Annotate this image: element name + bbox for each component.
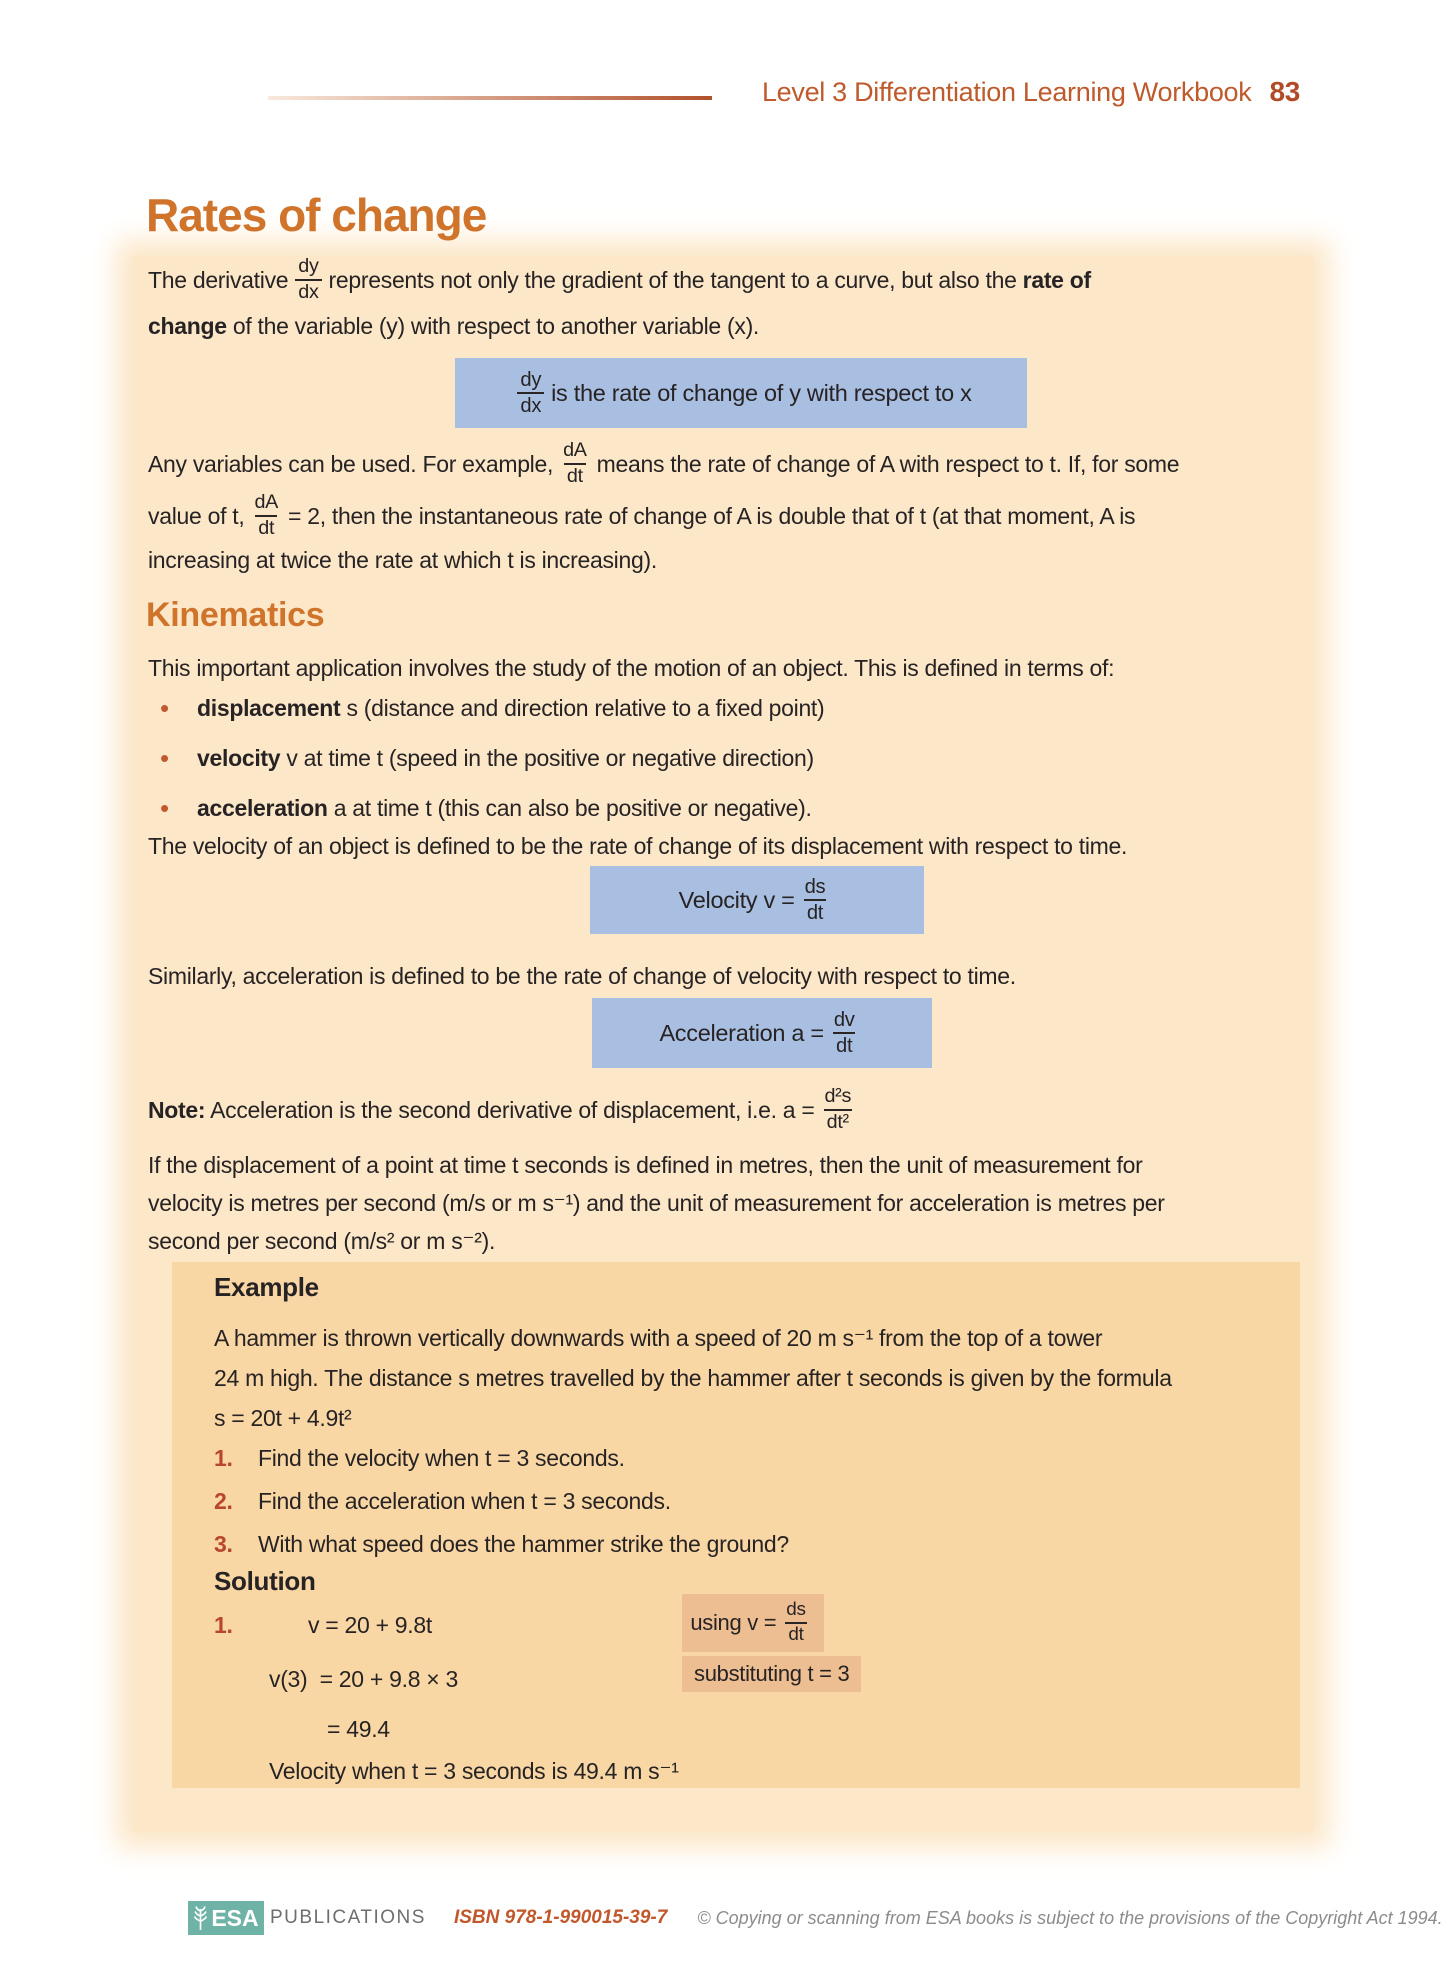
bullet-list (148, 690, 824, 840)
using-annotation-box (682, 1594, 824, 1652)
page-footer (188, 1900, 1443, 1936)
intro-text: of the variable (y) with respect to another variable (x). (226, 312, 760, 339)
question-number: 3. (214, 1530, 233, 1557)
question-item (214, 1442, 625, 1474)
paragraph-text: If the displacement of a point at time t seconds is defined in metres, then the unit of measurement for (148, 1151, 1143, 1178)
paragraph-text: This important application involves the study of the motion of an object. This is defined in terms of: (148, 654, 1115, 681)
page-header (762, 76, 1300, 108)
page-title: Rates of change (146, 189, 487, 241)
intro-text: The derivative (148, 266, 289, 293)
isbn-label: ISBN 978-1-990015-39-7 (453, 1907, 668, 1928)
esa-logo-text: ESA (211, 1904, 259, 1931)
solution-heading: Solution (214, 1566, 316, 1596)
solution-expression: v(3) = 20 + 9.8 × 3 (269, 1665, 458, 1692)
fraction-dy-dx: $\frac{dy}{dx}$ (295, 257, 321, 303)
units-paragraph (148, 1146, 1165, 1260)
kinematics-intro (148, 650, 1114, 686)
formula-box-text: is the rate of change of y with respect to x (551, 379, 972, 406)
paragraph-text: 24 m high. The distance s metres travelled by the hammer after t seconds is given by the formula (214, 1364, 1172, 1391)
paragraph-text: increasing at twice the rate at which t is increasing). (148, 546, 657, 573)
formula-label: Acceleration a = (659, 1019, 824, 1046)
question-number: 1. (214, 1444, 233, 1471)
any-variables-paragraph (148, 438, 1179, 578)
question-item (214, 1485, 671, 1517)
fraction-ds-dt: $\frac{ds}{dt}$ (786, 1599, 806, 1645)
example-formula-line (214, 1400, 351, 1436)
question-number: 2. (214, 1487, 233, 1514)
rate-of-change-formula-box (455, 358, 1027, 428)
esa-logo (188, 1901, 264, 1935)
question-item (214, 1528, 789, 1560)
paragraph-text: Any variables can be used. For example, (148, 450, 554, 477)
note-text: Acceleration is the second derivative of displacement, i.e. a = (205, 1096, 815, 1123)
fraction-dv-dt: $\frac{dv}{dt}$ (833, 1008, 855, 1057)
intro-bold: change (148, 312, 227, 339)
header-rule (268, 96, 712, 100)
bullet-icon: • (160, 692, 169, 723)
fraction-dy-dx: $\frac{dy}{dx}$ (517, 370, 544, 416)
solution-expression: v = 20 + 9.8t (308, 1611, 432, 1638)
fraction-d2s-dt2: $\frac{\text{d²s}}{\text{dt²}}$ (824, 1085, 852, 1133)
solution-line-3 (327, 1712, 390, 1746)
intro-text: represents not only the gradient of the tangent to a curve, but also the (328, 266, 1023, 293)
paragraph-text: value of t, (148, 502, 245, 529)
solution-text: Velocity when t = 3 seconds is 49.4 m s⁻¹ (269, 1757, 679, 1784)
acceleration-formula-box (592, 998, 932, 1068)
note-line (148, 1078, 861, 1142)
paragraph-text: second per second (m/s² or m s⁻²). (148, 1227, 496, 1254)
paragraph-text: Similarly, acceleration is defined to be the rate of change of velocity with respect to time. (148, 962, 1016, 989)
bullet-text: s (distance and direction relative to a fixed point) (340, 694, 825, 721)
paragraph-text: means the rate of change of A with respect to t. If, for some (596, 450, 1180, 477)
velocity-formula-box (590, 866, 924, 934)
bullet-term: acceleration (197, 794, 328, 821)
intro-paragraph (148, 252, 1091, 344)
kinematics-heading: Kinematics (146, 596, 325, 634)
example-box (172, 1262, 1300, 1788)
acceleration-definition (148, 958, 1016, 994)
bullet-term: velocity (197, 744, 281, 771)
note-label: Note: (148, 1096, 206, 1123)
formula-label: Velocity v = (678, 886, 795, 913)
solution-expression: = 49.4 (327, 1715, 390, 1742)
paragraph-text: s = 20t + 4.9t² (214, 1404, 352, 1431)
publisher-label: PUBLICATIONS (270, 1907, 426, 1928)
solution-step-1 (214, 1609, 432, 1641)
bullet-term: displacement (197, 694, 341, 721)
bullet-icon: • (160, 792, 169, 823)
example-problem-line (214, 1320, 1102, 1356)
fraction-ds-dt: $\frac{ds}{dt}$ (804, 875, 826, 924)
tree-icon (193, 1905, 208, 1931)
fraction-dA-dt: $\frac{dA}{dt}$ (254, 491, 279, 539)
bullet-item-displacement (148, 690, 824, 726)
solution-line-2 (269, 1662, 458, 1696)
intro-bold: rate of (1022, 266, 1091, 293)
example-heading: Example (214, 1272, 319, 1302)
bullet-text: a at time t (this can also be positive or negative). (327, 794, 812, 821)
bullet-item-velocity (148, 740, 824, 776)
solution-number: 1. (214, 1611, 233, 1638)
annotation-text: using v = (690, 1610, 777, 1635)
substituting-annotation-box (682, 1656, 861, 1692)
solution-conclusion (269, 1754, 679, 1788)
paragraph-text: velocity is metres per second (m/s or m s⁻¹) and the unit of measurement for acceleration is metres per (148, 1189, 1165, 1216)
question-text: Find the acceleration when t = 3 seconds. (258, 1487, 671, 1514)
page-number: 83 (1269, 76, 1300, 107)
velocity-definition (148, 828, 1127, 864)
question-text: With what speed does the hammer strike the ground? (258, 1530, 789, 1557)
bullet-icon: • (160, 742, 169, 773)
workbook-title: Level 3 Differentiation Learning Workbook (761, 77, 1252, 107)
bullet-text: v at time t (speed in the positive or negative direction) (280, 744, 814, 771)
example-problem-line (214, 1360, 1172, 1396)
bullet-item-acceleration (148, 790, 824, 826)
paragraph-text: A hammer is thrown vertically downwards with a speed of 20 m s⁻¹ from the top of a tower (214, 1324, 1103, 1351)
question-text: Find the velocity when t = 3 seconds. (258, 1444, 625, 1471)
paragraph-text: The velocity of an object is defined to be the rate of change of its displacement with respect to time. (148, 832, 1128, 859)
paragraph-text: = 2, then the instantaneous rate of change of A is double that of t (at that moment, A is (288, 502, 1136, 529)
copyright-text: © Copying or scanning from ESA books is subject to the provisions of the Copyright Act 1994. (697, 1907, 1443, 1928)
fraction-dA-dt: $\frac{dA}{dt}$ (563, 439, 587, 487)
annotation-text: substituting t = 3 (694, 1661, 850, 1686)
